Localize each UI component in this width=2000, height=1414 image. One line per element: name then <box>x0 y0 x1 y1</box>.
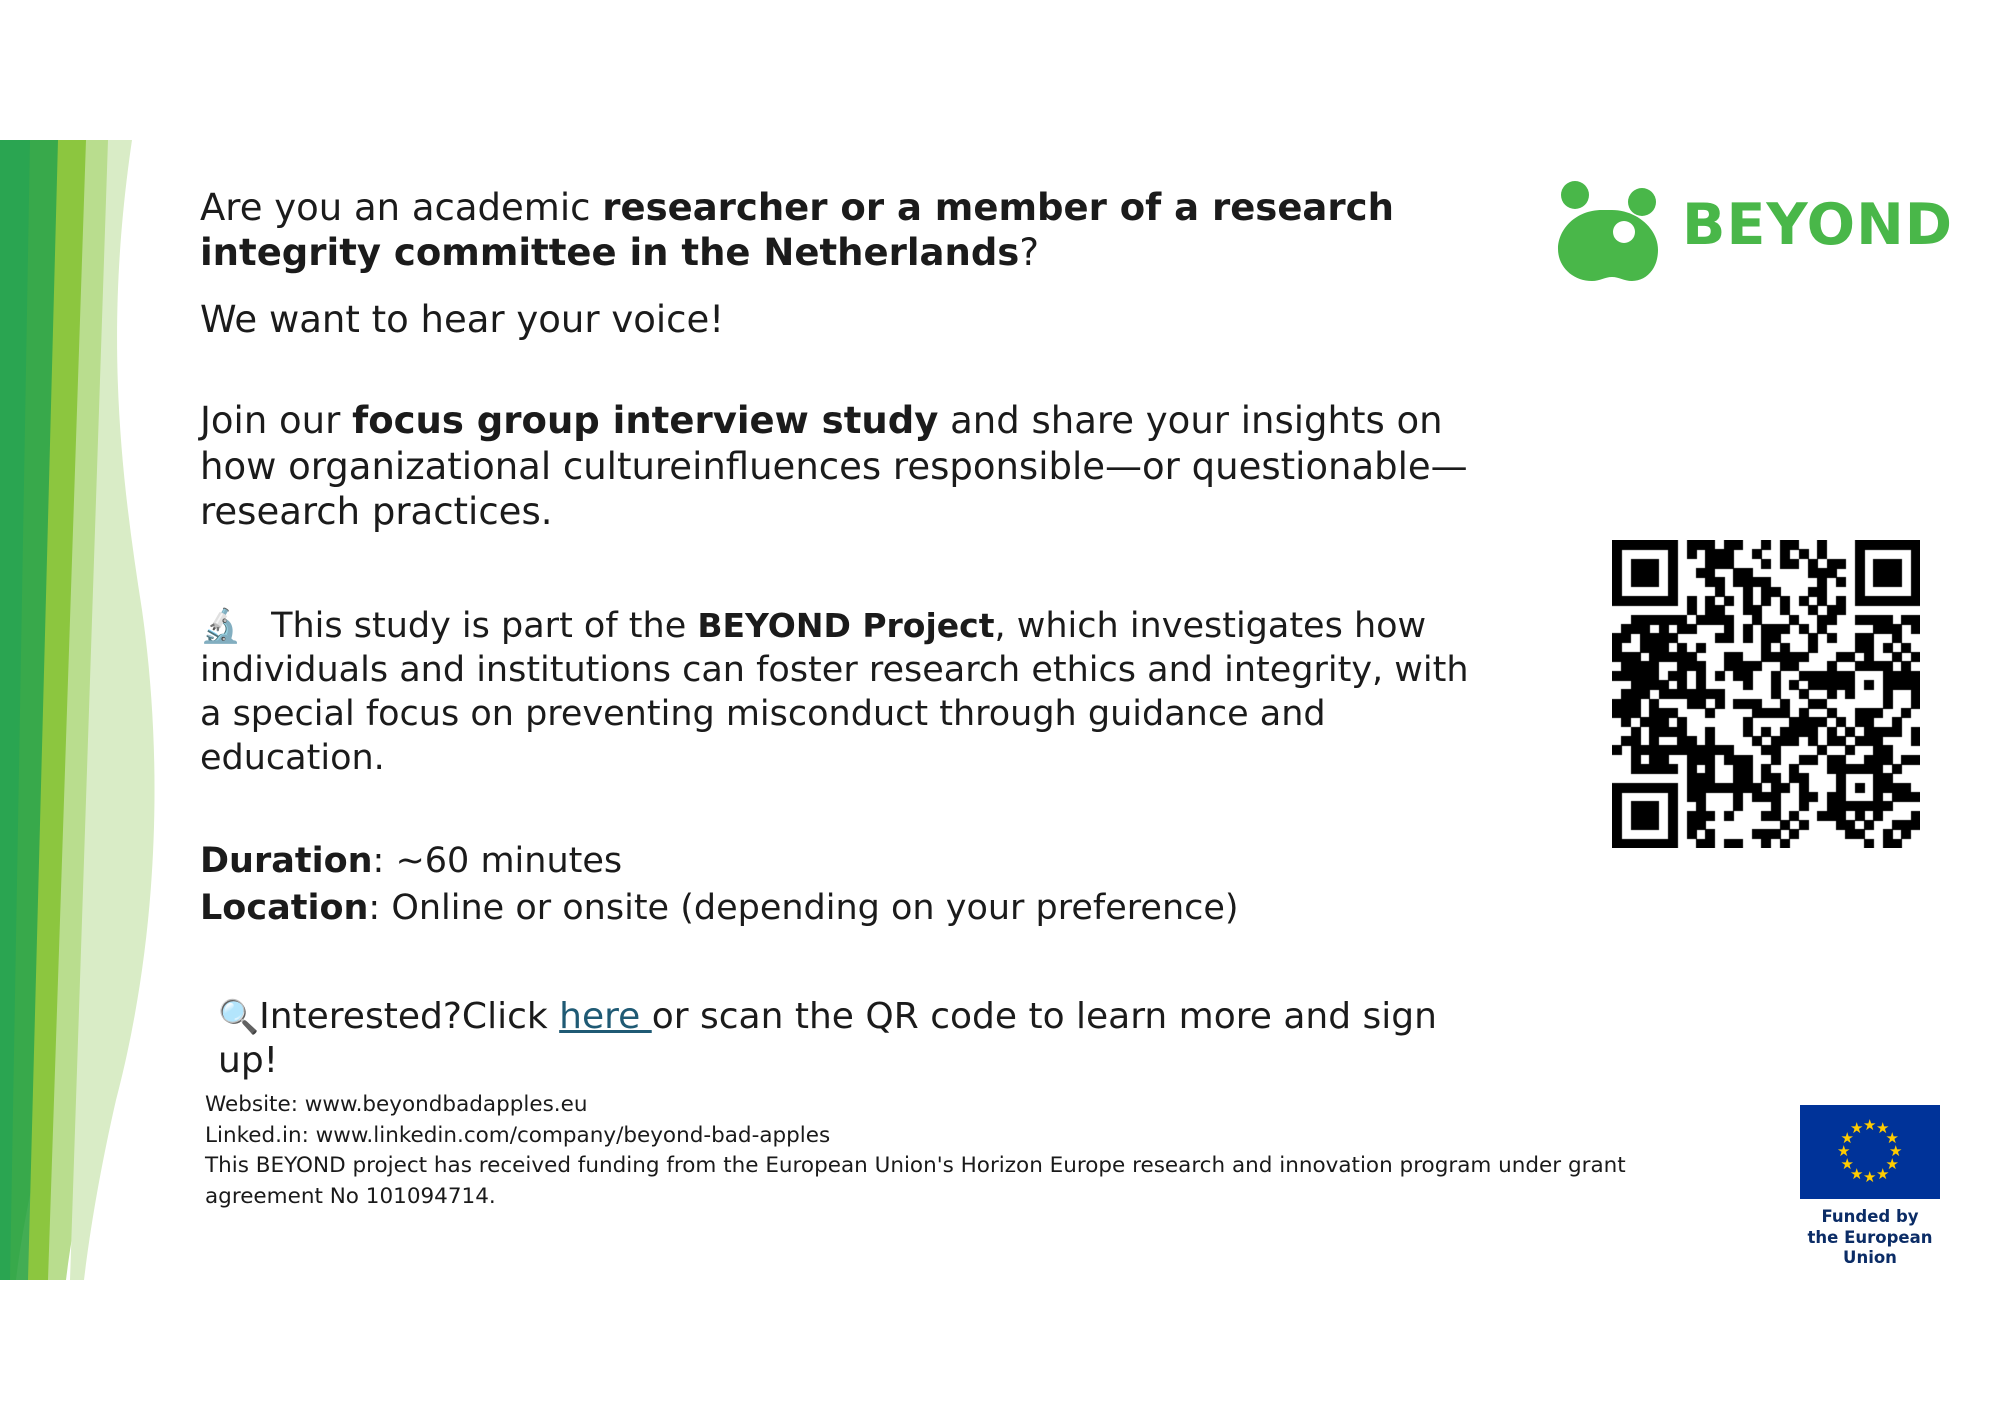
headline <box>200 185 1500 275</box>
duration-line <box>200 838 1500 885</box>
join-lead: Join our <box>200 399 353 443</box>
study-invitation <box>200 398 1500 533</box>
study-description <box>200 604 1500 780</box>
eu-star: ★ <box>1885 1155 1899 1173</box>
eu-caption-line1: Funded by <box>1821 1207 1919 1226</box>
eu-star: ★ <box>1889 1142 1903 1160</box>
footer-linkedin: Linked.in: www.linkedin.com/company/beyond-bad-apples <box>205 1122 831 1148</box>
beyond-apple-icon <box>1540 180 1675 285</box>
location-label: Location <box>200 888 369 929</box>
qr-code-canvas[interactable] <box>1612 540 1920 848</box>
eu-star: ★ <box>1840 1129 1854 1147</box>
qr-code[interactable] <box>1612 540 1920 848</box>
join-tail: and share your insights on how organizational cultureinfluences responsible—or questionable— research practices. <box>200 399 1468 533</box>
headline-lead: Are you an academic <box>200 186 603 229</box>
wave-graphic <box>0 140 160 1280</box>
call-to-action <box>218 995 1500 1083</box>
eu-star: ★ <box>1885 1129 1899 1147</box>
footer-website: Website: www.beyondbadapples.eu <box>205 1092 588 1117</box>
microscope-icon: 🔬 <box>200 605 242 645</box>
beyond-logo <box>1540 180 1954 290</box>
location-value: : Online or onsite (depending on your preference) <box>368 888 1239 929</box>
eu-star: ★ <box>1876 1119 1890 1138</box>
location-line <box>200 885 1500 932</box>
study-lead: This study is part of the <box>271 605 698 646</box>
magnifying-glass-icon: 🔍 <box>218 996 260 1036</box>
eu-star: ★ <box>1876 1164 1890 1183</box>
beyond-wordmark: BEYOND <box>1682 192 1954 258</box>
eu-star: ★ <box>1863 1116 1877 1134</box>
eu-star: ★ <box>1850 1164 1864 1183</box>
beyond-project-name: BEYOND Project <box>697 605 995 645</box>
duration-label: Duration <box>200 841 373 882</box>
headline-tail: ? <box>1019 231 1039 275</box>
duration-value: : ~60 minutes <box>372 841 623 882</box>
eu-star: ★ <box>1850 1119 1864 1138</box>
eu-star: ★ <box>1863 1168 1877 1186</box>
headline-emphasis: researcher or a member of a research integrity committee in the Netherlands <box>200 186 1394 275</box>
study-tail: , which investigates how individuals and institutions can foster research ethics and integrity, with a special focus on preventing misconduct through guidance and education. <box>200 605 1469 779</box>
here-link[interactable]: here <box>559 995 652 1037</box>
cta-tail: or scan the QR code to learn more and sign up! <box>218 995 1437 1081</box>
eu-star: ★ <box>1837 1142 1851 1160</box>
poster-body <box>200 185 1500 1082</box>
footer-funding: This BEYOND project has received funding from the European Union's Horizon Europe research and innovation program under grant agreement No 101094714. <box>205 1153 1633 1209</box>
eu-caption-line2: the European Union <box>1807 1227 1933 1268</box>
eu-funding-badge <box>1800 1105 1940 1269</box>
cta-lead: Interested?Click <box>259 995 560 1037</box>
subheadline: We want to hear your voice! <box>200 298 725 342</box>
decorative-wave-band <box>0 140 160 1280</box>
eu-star: ★ <box>1840 1155 1854 1173</box>
eu-flag-icon <box>1800 1105 1940 1199</box>
footer-notes <box>205 1090 1665 1212</box>
join-emphasis: focus group interview study <box>352 399 939 443</box>
